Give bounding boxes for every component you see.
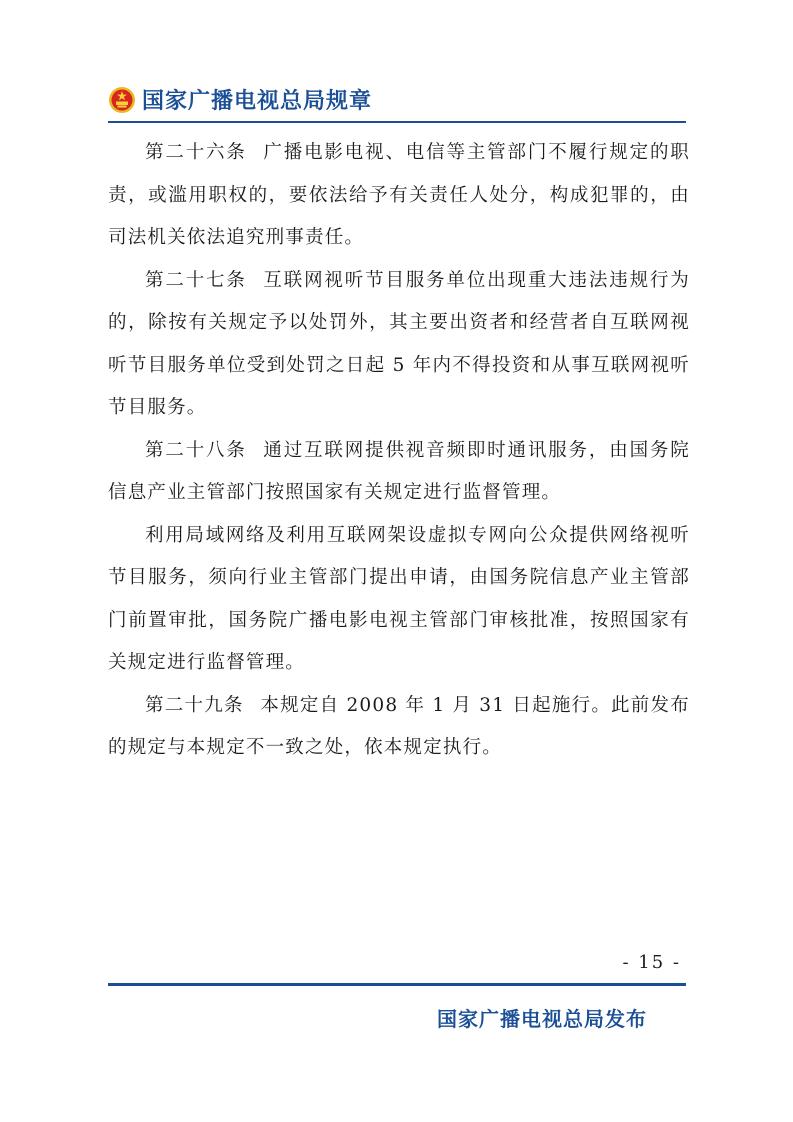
footer-title: 国家广播电视总局发布 bbox=[437, 1007, 647, 1031]
article-text: 互联网视听节目服务单位出现重大违法违规行为的，除按有关规定予以处罚外，其主要出资者和经营者自互联网视听节目服务单位受到处罚之日起 5 年内不得投资和从事互联网视听节目服务。 bbox=[108, 269, 690, 418]
article-27 bbox=[108, 260, 690, 430]
article-28 bbox=[108, 430, 690, 515]
national-emblem-icon bbox=[108, 86, 136, 114]
article-text: 本规定自 2008 年 1 月 31 日起施行。此前发布的规定与本规定不一致之处，依本规定执行。 bbox=[108, 694, 690, 758]
article-text: 利用局域网络及利用互联网架设虚拟专网向公众提供网络视听节目服务，须向行业主管部门提出申请，由国务院信息产业主管部门前置审批，国务院广播电影电视主管部门审核批准，按照国家有关规定进行监督管理。 bbox=[108, 524, 690, 673]
article-number: 第二十九条 bbox=[145, 694, 244, 716]
article-29 bbox=[108, 685, 690, 770]
page-header bbox=[108, 84, 372, 115]
header-divider bbox=[108, 121, 686, 123]
article-26 bbox=[108, 132, 690, 260]
article-text: 广播电影电视、电信等主管部门不履行规定的职责，或滥用职权的，要依法给予有关责任人处分，构成犯罪的，由司法机关依法追究刑事责任。 bbox=[108, 142, 690, 248]
article-number: 第二十八条 bbox=[145, 439, 247, 461]
footer-divider bbox=[108, 983, 686, 986]
document-body bbox=[108, 132, 690, 770]
article-number: 第二十六条 bbox=[145, 142, 247, 163]
article-number: 第二十七条 bbox=[145, 269, 247, 291]
article-text: 通过互联网提供视音频即时通讯服务，由国务院信息产业主管部门按照国家有关规定进行监督管理。 bbox=[108, 439, 690, 503]
page-number: - 15 - bbox=[622, 952, 681, 973]
header-title: 国家广播电视总局规章 bbox=[142, 89, 373, 114]
article-28-paragraph-2 bbox=[108, 515, 690, 685]
